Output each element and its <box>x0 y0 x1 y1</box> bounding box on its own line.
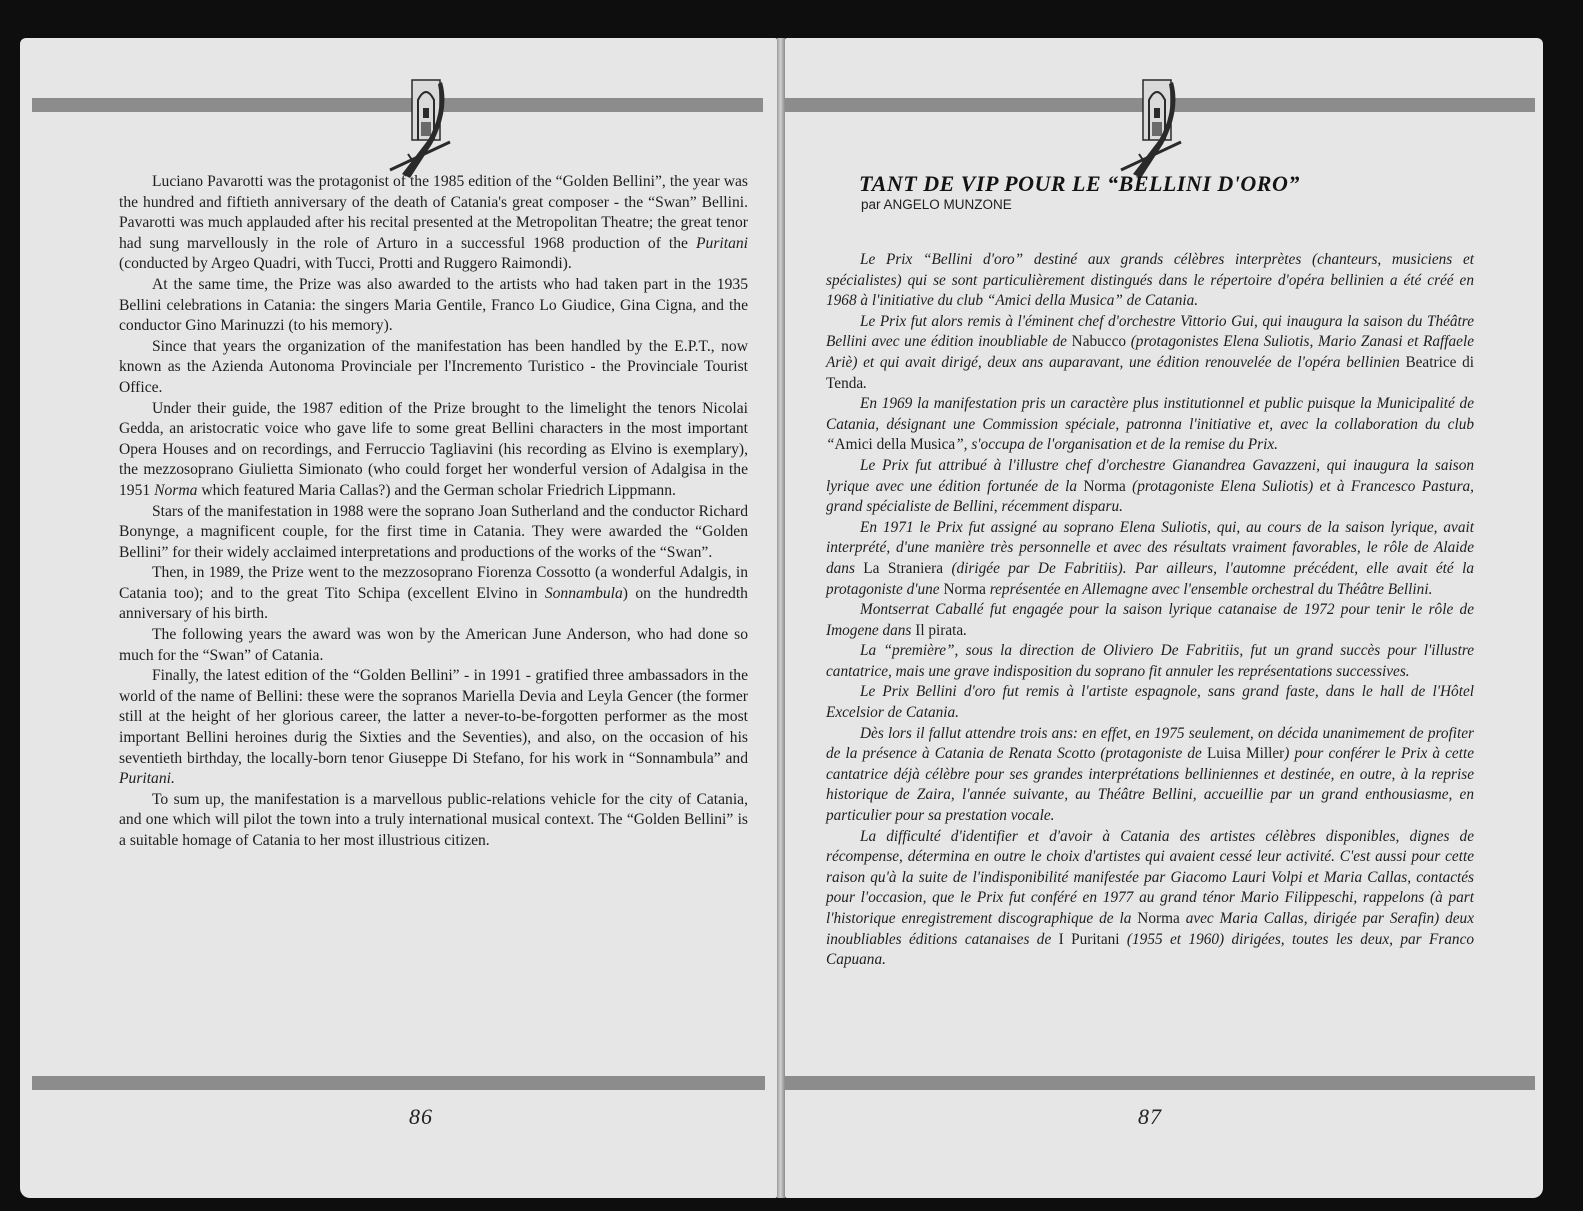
paragraph-text: Le Prix “Bellini d'oro” destiné aux grands célèbres interprètes (chanteurs, musiciens et spécialistes) qui se sont particulièrement distingués dans le répertoire d'opéra bellinien a été créé en 1968 à l'initiative du club “Amici della Musica” de Catania. <box>826 251 1474 310</box>
paragraph <box>119 790 748 852</box>
paragraph-text: En 1969 la manifestation pris un caractère plus institutionnel et public puisque la Municipalité de Catania, désignant une Commission spéciale, patronna l'initiative et, avec la collaboration du club “ <box>826 395 1474 454</box>
paragraph <box>826 641 1474 682</box>
italic-title-text: Sonnambula <box>544 584 623 602</box>
paragraph-text: (1955 et 1960) dirigées, toutes les deux, par Franco Capuana. <box>826 930 1475 969</box>
right-article-body <box>826 250 1474 971</box>
paragraph-text: . <box>863 374 867 392</box>
paragraph-text: Under their guide, the 1987 edition of the Prize brought to the limelight the tenors Nicolai Gedda, an aristocratic voice who gave life to some great Bellini characters in the most important Opera Houses and on recordings, and Ferruccio Tagliavini (his recording as Elvino is exemplary), the mezzosoprano Giulietta Simionato (who could forget her wonderful version of Adalgisa in the 1951 <box>119 399 748 499</box>
paragraph-text: Luciano Pavarotti was the protagonist of the 1985 edition of the “Golden Bellini”, the year was the hundred and fiftieth anniversary of the death of Catania's great composer - the “Swan” Bellini. Pavarotti was much applauded after his recital presented at the Metropolitan Theatre; the great tenor had sung marvellously in the role of Arturo in a successful 1968 production of the <box>119 173 748 252</box>
book-spine <box>777 38 785 1198</box>
paragraph-text: (protagonistes Elena Suliotis, Mario Zanasi et Raffaele Ariè) et qui avait dirigé, deux ans auparavant, une édition renouvelée de l'opéra bellinien <box>826 333 1474 371</box>
paragraph <box>826 394 1474 456</box>
article-header <box>859 171 1499 213</box>
page-number: 86 <box>409 1104 433 1129</box>
upright-title-text: Norma <box>1137 910 1180 927</box>
upright-title-text: Beatrice di Tenda <box>826 353 1474 392</box>
paragraph-text: (protagoniste Elena Suliotis) et à Francesco Pastura, grand spécialiste de Bellini, récemment disparu. <box>826 477 1474 516</box>
paragraph <box>119 275 748 337</box>
paragraph <box>826 724 1474 827</box>
paragraph-text: To sum up, the manifestation is a marvellous public-relations vehicle for the city of Catania, and one which will pilot the town into a truly international musical context. The “Golden Bellini” is a suitable homage of Catania to her most illustrious citizen. <box>119 790 748 849</box>
bottom-band <box>32 1076 765 1090</box>
upright-title-text: Norma <box>943 580 986 598</box>
paragraph-text: which featured Maria Callas?) and the German scholar Friedrich Lippmann. <box>197 481 676 499</box>
upright-title-text: La Straniera <box>863 559 944 577</box>
article-title: TANT DE VIP POUR LE “BELLINI D'ORO” <box>859 171 1300 196</box>
paragraph-text: Finally, the latest edition of the “Golden Bellini” - in 1991 - gratified three ambassadors in the world of the name of Bellini: these were the sopranos Mariella Devia and Leyla Gencer (the former still at the height of her glorious career, the latter a never-to-be-forgotten performer as the most important Bellini heroines durig the Sixties and the Seventies), and also, on the occasion of his seventieth birthday, the locally-born tenor Giuseppe Di Stefano, for his work in “Sonnambula” and <box>119 667 748 767</box>
upright-title-text: I Puritani <box>1058 930 1120 948</box>
paragraph <box>826 518 1474 600</box>
paragraph <box>826 456 1474 518</box>
bottom-band <box>785 1076 1535 1090</box>
paragraph <box>826 827 1474 971</box>
paragraph-text: Since that years the organization of the manifestation has been handled by the E.P.T., now known as the Azienda Autonoma Provinciale per l'Incremento Turistico - the Provinciale Tourist Office. <box>119 337 748 396</box>
paragraph <box>119 666 748 790</box>
paragraph <box>119 625 748 666</box>
paragraph-text: La difficulté d'identifier et d'avoir à Catania des artistes célèbres disponibles, dignes de récompense, détermina en outre le choix d'artistes qui avaient cessé leur activité. C'est aussi pour cette raison qu'à la suite de l'indisponibilité manifestée par Giacomo Lauri Volpi et Maria Callas, contactés pour l'occasion, que le Prix fut conféré en 1977 au grand ténor Mario Filippeschi, rappelons (à part l'historique enregistrement discographique de la <box>826 827 1474 927</box>
byline: par ANGELO MUNZONE <box>861 197 1012 212</box>
upright-title-text: Amici della Musica <box>834 436 956 454</box>
paragraph-text: Then, in 1989, the Prize went to the mezzosoprano Fiorenza Cossotto (a wonderful Adalgis, in Catania too); and to the great Tito Schipa (excellent Elvino in <box>119 564 748 602</box>
paragraph <box>119 502 748 564</box>
paragraph-text: Dès lors il fallut attendre trois ans: en effet, en 1975 seulement, on décida unanimement de profiter de la présence à Catania de Renata Scotto (protagoniste de <box>826 724 1474 763</box>
upright-title-text: Norma <box>1083 477 1126 495</box>
paragraph <box>826 600 1474 641</box>
paragraph-text: . <box>963 621 968 639</box>
paragraph-text: (dirigée par De Fabritiis). Par ailleurs, l'automne précédent, elle avait été la protagoniste d'une <box>826 559 1474 598</box>
paragraph <box>826 682 1474 723</box>
paragraph <box>826 250 1474 312</box>
paragraph-text: Le Prix fut attribué à l'illustre chef d'orchestre Gianandrea Gavazzeni, qui inaugura la saison lyrique avec une édition fortunée de la <box>826 456 1474 495</box>
left-article-body <box>119 172 748 852</box>
paragraph-text: At the same time, the Prize was also awarded to the artists who had taken part in the 1935 Bellini celebrations in Catania: the singers Maria Gentile, Franco Lo Giudice, Gina Cigna, and the conductor Gino Marinuzzi (to his memory). <box>119 275 748 335</box>
italic-title-text: Norma <box>154 481 198 499</box>
upright-title-text: Il pirata <box>915 621 964 639</box>
paragraph-text: Montserrat Caballé fut engagée pour la saison lyrique catanaise de 1972 pour tenir le rôle de Imogene dans <box>826 601 1474 639</box>
paragraph-text: Stars of the manifestation in 1988 were the soprano Joan Sutherland and the conductor Richard Bonynge, a magnificent couple, for the first time in Catania. They were awarded the “Golden Bellini” for their widely acclaimed interpretations and productions of the works of the “Swan”. <box>119 502 748 561</box>
paragraph-text: représentée en Allemagne avec l'ensemble orchestral du Théâtre Bellini. <box>985 580 1433 598</box>
paragraph-text: ”, s'occupa de l'organisation et de la remise du Prix. <box>955 436 1278 454</box>
page-number: 87 <box>1138 1104 1162 1129</box>
paragraph-text: avec Maria Callas, dirigée par Serafin) deux inoubliables éditions catanaises de <box>826 910 1474 948</box>
paragraph <box>826 312 1474 394</box>
upright-title-text: Nabucco <box>1071 333 1127 351</box>
right-page <box>785 38 1543 1198</box>
paragraph <box>119 172 748 275</box>
paragraph-text: (conducted by Argeo Quadri, with Tucci, Protti and Ruggero Raimondi). <box>119 255 572 273</box>
italic-title-text: Puritani. <box>119 770 175 788</box>
paragraph-text: The following years the award was won by the American June Anderson, who had done so much for the “Swan” of Catania. <box>119 626 748 664</box>
paragraph-text: ) on the hundredth anniversary of his birth. <box>119 584 748 623</box>
paragraph <box>119 337 748 399</box>
paragraph-text: Le Prix fut alors remis à l'éminent chef d'orchestre Vittorio Gui, qui inaugura la saison du Théâtre Bellini avec une édition inoubliable de <box>826 312 1474 351</box>
paragraph-text: Le Prix Bellini d'oro fut remis à l'artiste espagnole, sans grand faste, dans le hall de l'Hôtel Excelsior de Catania. <box>826 683 1474 722</box>
paragraph-text: ) pour conférer le Prix à cette cantatrice déjà célèbre pour ses grandes interprétations belliniennes et destinée, en outre, à la reprise historique de Zaira, l'année suivante, au Théâtre Bellini, accueillie par un grand enthousiasme, en particulier pour sa prestation vocale. <box>826 745 1474 825</box>
italic-title-text: Puritani <box>696 234 748 252</box>
paragraph <box>119 399 748 502</box>
left-page <box>20 38 777 1198</box>
paragraph <box>119 563 748 625</box>
paragraph-text: En 1971 le Prix fut assigné au soprano Elena Suliotis, qui, au cours de la saison lyrique, avait interprété, d'une manière très personnelle et avec des résultats vraiment favorables, le rôle de Alaide dans <box>826 518 1474 577</box>
paragraph-text: La “première”, sous la direction de Oliviero De Fabritiis, fut un grand succès pour l'illustre cantatrice, mais une grave indisposition du soprano fit annuler les représentations successives. <box>826 642 1474 680</box>
upright-title-text: Luisa Miller <box>1206 745 1285 763</box>
